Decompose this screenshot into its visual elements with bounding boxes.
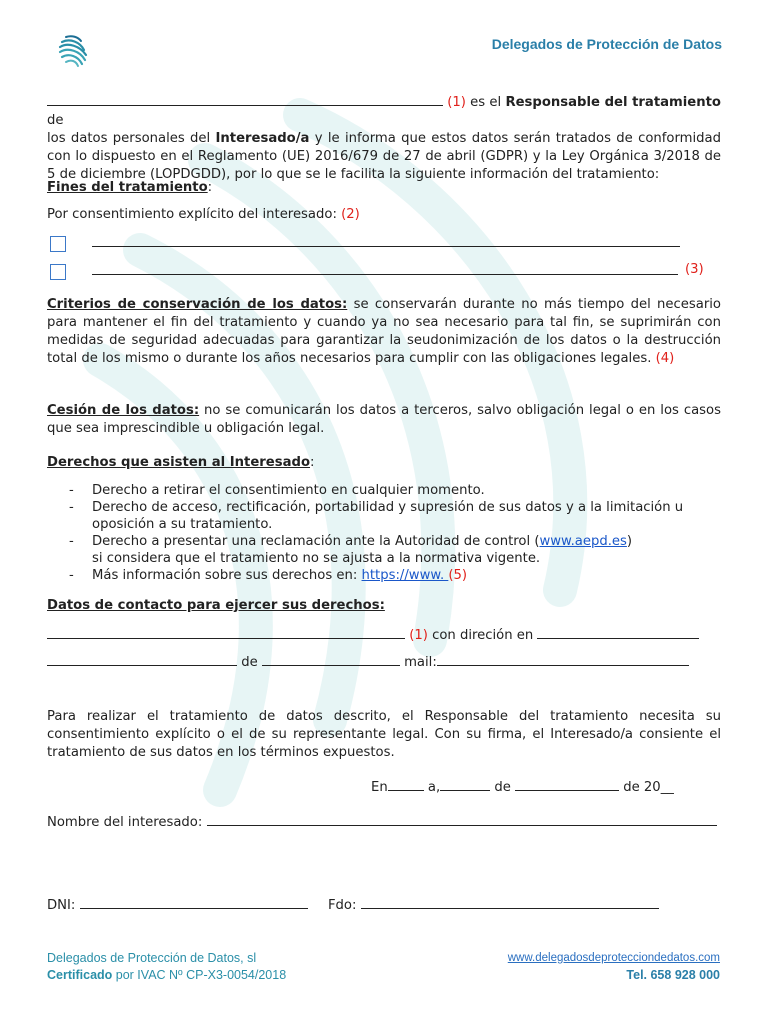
nombre-blank[interactable] [207,812,717,826]
purpose-blank-2[interactable] [92,261,678,275]
list-item: - Derecho de acceso, rectificación, portabilidad y supresión de sus datos y a la limitación u oposición a su tratamiento. [69,500,684,532]
header-title: Delegados de Protección de Datos [491,36,722,52]
place-blank[interactable] [388,777,424,791]
ref-1: (1) [447,95,466,110]
contacto-line-1: (1) con direción en [47,625,699,643]
nombre-line: Nombre del interesado: [47,812,717,830]
city-blank[interactable] [47,652,237,666]
criterios-heading: Criterios de conservación de los datos: [47,297,348,312]
list-item: - Más información sobre sus derechos en: https://www. (5) [69,568,468,583]
purpose-checkbox-1[interactable] [50,236,66,252]
responsable-label: Responsable del tratamiento [505,95,721,110]
responsable-blank[interactable] [47,92,443,106]
footer-contact [508,950,720,984]
cesion-paragraph: Cesión de los datos: no se comunicarán los datos a terceros, salvo obligación legal o en los casos que sea imprescindible u obligación legal. [47,403,721,436]
dni-blank[interactable] [80,895,308,909]
purpose-blank-1[interactable] [92,233,680,247]
firma-line: DNI: Fdo: [47,895,659,913]
list-item: - Derecho a presentar una reclamación ante la Autoridad de control (www.aepd.es) si considera que el tratamiento no se ajusta a la normativa vigente. [69,534,633,566]
signature-blank[interactable] [361,895,659,909]
contact-name-blank[interactable] [47,625,405,639]
interesado-label: Interesado/a [215,131,310,146]
phone: Tel. 658 928 000 [626,968,720,982]
fines-heading: Fines del tratamiento: [47,180,213,195]
derechos-list [47,482,721,584]
footer-company: Delegados de Protección de Datos, sl Certificado por IVAC Nº CP-X3-0054/2018 [47,951,287,982]
month-blank[interactable] [515,777,619,791]
ref-4: (4) [655,351,675,366]
criterios-paragraph: Criterios de conservación de los datos: se conservarán durante no más tiempo del necesario para mantener el fin del tratamiento y cuando ya no sea necesario para tal fin, se suprimirán con medidas de seguridad adecuadas para garantizar la seudonimización de los datos o la destrucción total de los mismo o durante los años necesarios para cumplir con las obligaciones legales. (4) [47,297,721,366]
list-item: - Derecho a retirar el consentimiento en cualquier momento. [69,483,485,498]
ref-3: (3) [685,262,704,277]
consent-paragraph: Para realizar el tratamiento de datos descrito, el Responsable del tratamiento necesita su consentimiento explícito o el de su representante legal. Con su firma, el Interesado/a consiente el tratamiento de sus datos en los términos expuestos. [47,709,721,760]
ref-1b: (1) [409,628,428,643]
intro-paragraph: (1) es el Responsable del tratamiento de los datos personales del Interesado/a y le informa que estos datos serán tratados de conformidad con lo dispuesto en el Reglamento (UE) 2016/679 de 27 de abril (GDPR) y la Ley Orgánica 3/2018 de 5 de diciembre (LOPDGDD), por lo que se le facilita la siguiente información del tratamiento: [47,92,721,184]
day-blank[interactable] [440,777,490,791]
fines-text: Por consentimiento explícito del interesado: (2) [47,207,360,222]
derechos-link[interactable]: https://www. [361,568,449,583]
aepd-link[interactable]: www.aepd.es [539,534,627,549]
cesion-heading: Cesión de los datos: [47,403,200,418]
derechos-heading: Derechos que asisten al Interesado: [47,455,315,470]
globe-waves-icon [54,30,94,70]
contacto-heading: Datos de contacto para ejercer sus derechos: [47,598,385,613]
website-link[interactable]: www.delegadosdeprotecciondedatos.com [507,952,720,964]
year-blank[interactable]: __ [660,780,674,795]
ref-2: (2) [341,207,360,222]
mail-blank[interactable] [437,652,689,666]
ref-5: (5) [448,568,468,583]
province-blank[interactable] [262,652,400,666]
contacto-line-2: de mail: [47,652,689,670]
address-blank[interactable] [537,625,699,639]
purpose-checkbox-2[interactable] [50,264,66,280]
date-line: En a, de de 20__ [371,777,674,795]
